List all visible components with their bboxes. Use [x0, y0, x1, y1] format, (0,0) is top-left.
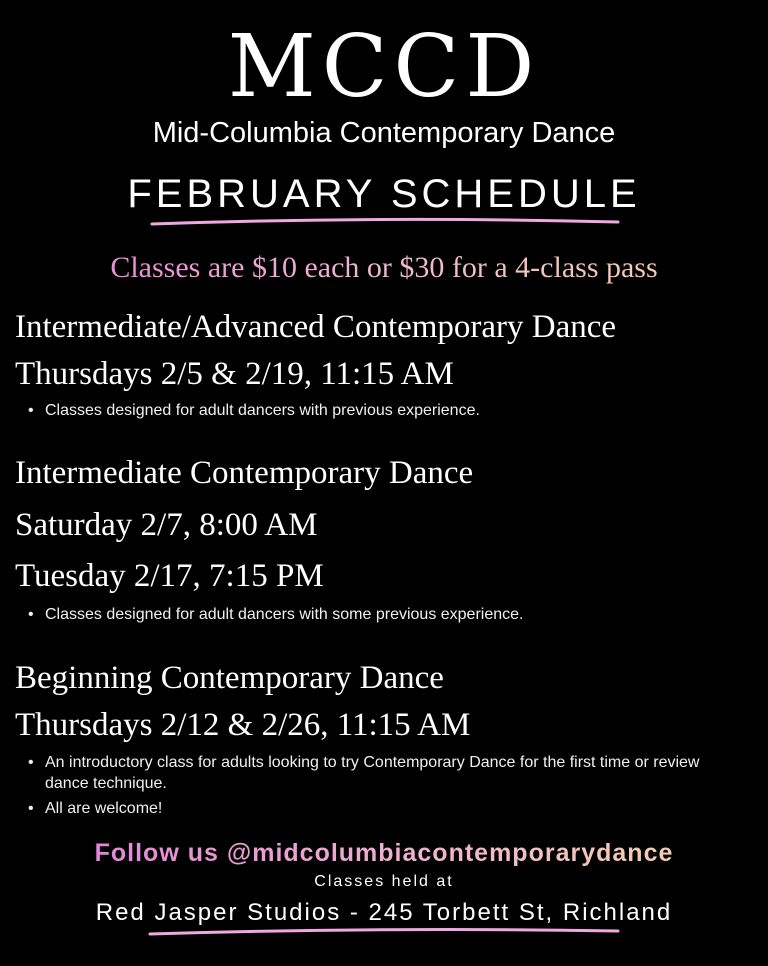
schedule-title: FEBRUARY SCHEDULE [127, 172, 641, 216]
class-heading: Beginning Contemporary Dance [15, 660, 444, 696]
class-note: • An introductory class for adults looking to try Contemporary Dance for the first time or review dance technique. [45, 752, 745, 794]
title-underline-decoration [150, 214, 620, 230]
classes-held-label: Classes held at [314, 873, 454, 890]
class-notes [0, 752, 745, 823]
mccd-logo: MCCD [227, 17, 541, 117]
studio-address: Red Jasper Studios - 245 Torbett St, Richland [95, 899, 673, 926]
social-handle: Follow us @midcolumbiacontemporarydance [0, 838, 768, 868]
class-heading: Intermediate/Advanced Contemporary Dance [15, 309, 617, 345]
class-time: Tuesday 2/17, 7:15 PM [15, 558, 324, 594]
class-time: Thursdays 2/5 & 2/19, 11:15 AM [15, 356, 454, 392]
pricing-text: Classes are $10 each or $30 for a 4-class pass [0, 250, 768, 286]
class-notes [0, 604, 745, 629]
studio-name: Mid-Columbia Contemporary Dance [152, 117, 616, 149]
class-notes [0, 400, 745, 425]
address-underline-decoration [148, 925, 620, 939]
class-note: • Classes designed for adult dancers with some previous experience. [45, 604, 745, 625]
class-note: • All are welcome! [45, 798, 745, 819]
class-time: Thursdays 2/12 & 2/26, 11:15 AM [15, 707, 471, 743]
class-heading: Intermediate Contemporary Dance [15, 455, 474, 491]
class-note: • Classes designed for adult dancers with previous experience. [45, 400, 745, 421]
class-time: Saturday 2/7, 8:00 AM [15, 507, 318, 543]
